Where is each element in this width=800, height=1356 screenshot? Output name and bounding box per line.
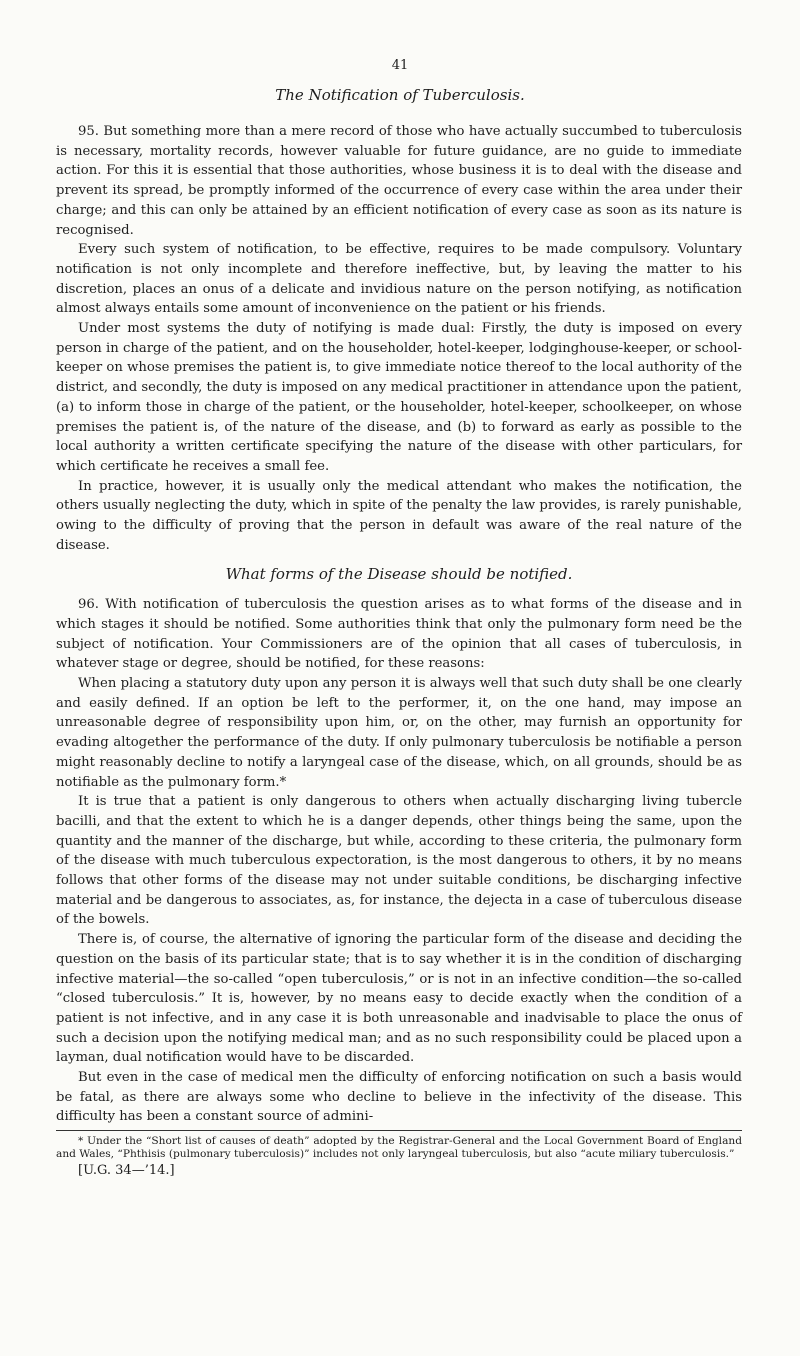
paragraph: In practice, however, it is usually only the medical attendant who makes the notification, the others usually neglecting the duty, which in spite of the penalty the law provides, is rarely punishable, owing to the difficulty of proving that the person in default was aware of the real nature of the disease. bbox=[56, 478, 742, 553]
body-text bbox=[56, 122, 742, 1181]
paragraph: But even in the case of medical men the difficulty of enforcing notification on such a basis would be fatal, as there are always some who decline to believe in the infectivity of the disease. This difficulty has been a constant source of admini- bbox=[56, 1070, 742, 1125]
paragraph: Every such system of notification, to be effective, requires to be made compulsory. Voluntary notification is not only incomplete and therefore ineffective, but, by leaving the matter to his discretion, places an onus of a delicate and invidious nature on the person notifying, as notification almost always entails some amount of inconvenience on the patient or his friends. bbox=[56, 242, 742, 317]
paragraph: It is true that a patient is only dangerous to others when actually discharging living tubercle bacilli, and that the extent to which he is a danger depends, other things being the same, upon the quantity and the manner of the discharge, but while, according to these criteria, the pulmonary form of the disease with much tuberculous expectoration, is the most dangerous to others, it by no means follows that other forms of the disease may not under suitable conditions, be discharging infective material and be dangerous to associates, as, for instance, the dejecta in a case of tuberculous disease of the bowels. bbox=[56, 794, 742, 928]
paragraph: There is, of course, the alternative of ignoring the particular form of the disease and deciding the question on the basis of its particular state; that is to say whether it is in the condition of discharging infective material—the so-called “open tuberculosis,” or is not in an infective condition—the so-called “closed tuberculosis.” It is, however, by no means easy to decide exactly when the condition of a patient is not infective, and in any case it is both unreasonable and inadvisable to place the onus of such a decision upon the notifying medical man; and as no such responsibility could be placed upon a layman, dual notification would have to be discarded. bbox=[56, 932, 742, 1066]
running-head: The Notification of Tuberculosis. bbox=[275, 86, 525, 104]
paragraph: Under most systems the duty of notifying is made dual: Firstly, the duty is imposed on every person in charge of the patient, and on the householder, hotel-keeper, lodginghouse-keeper, or school-keeper on whose premises the patient is, to give immediate notice thereof to the local authority of the district, and secondly, the duty is imposed on any medical practitioner in attendance upon the patient, (a) to inform those in charge of the patient, or the householder, hotel-keeper, schoolkeeper, on whose premises the patient is, of the nature of the disease, and (b) to forward as early as possible to the local authority a written certificate specifying the nature of the disease with other particulars, for which certificate he receives a small fee. bbox=[56, 321, 742, 474]
page-number: 41 bbox=[391, 58, 409, 73]
paragraph-96: 96. With notification of tuberculosis the question arises as to what forms of the disease and in which stages it should be notified. Some authorities think that only the pulmonary form need be the subject of notification. Your Commissioners are of the opinion that all cases of tuberculosis, in whatever stage or degree, should be notified, for these reasons: bbox=[56, 597, 742, 672]
footnote: * Under the “Short list of causes of death” adopted by the Registrar-General and the Local Government Board of England and Wales, “Phthisis (pulmonary tuberculosis)” includes not only laryngeal tuberculosis, but also “acute miliary tuberculosis.” bbox=[56, 1135, 742, 1161]
paragraph: When placing a statutory duty upon any person it is always well that such duty shall be one clearly and easily defined. If an option be left to the performer, it, on the one hand, may impose an unreasonable degree of responsibility upon him, or, on the other, may furnish an opportunity for evading altogether the performance of the duty. If only pulmonary tuberculosis be notifiable a person might reasonably decline to notify a laryngeal case of the disease, which, on all grounds, should be as notifiable as the pulmonary form.* bbox=[56, 675, 742, 790]
printer-mark: [U.G. 34—’14.] bbox=[78, 1163, 175, 1179]
footnote-divider bbox=[56, 1130, 742, 1131]
section-heading: What forms of the Disease should be notified. bbox=[225, 565, 573, 584]
paragraph-95: 95. But something more than a mere record of those who have actually succumbed to tuberculosis is necessary, mortality records, however valuable for future guidance, are no guide to immediate action. For this it is essential that those authorities, whose business it is to deal with the disease and prevent its spread, be promptly informed of the occurrence of every case within the area under their charge; and this can only be attained by an efficient notification of every case as soon as its nature is recognised. bbox=[56, 124, 742, 238]
